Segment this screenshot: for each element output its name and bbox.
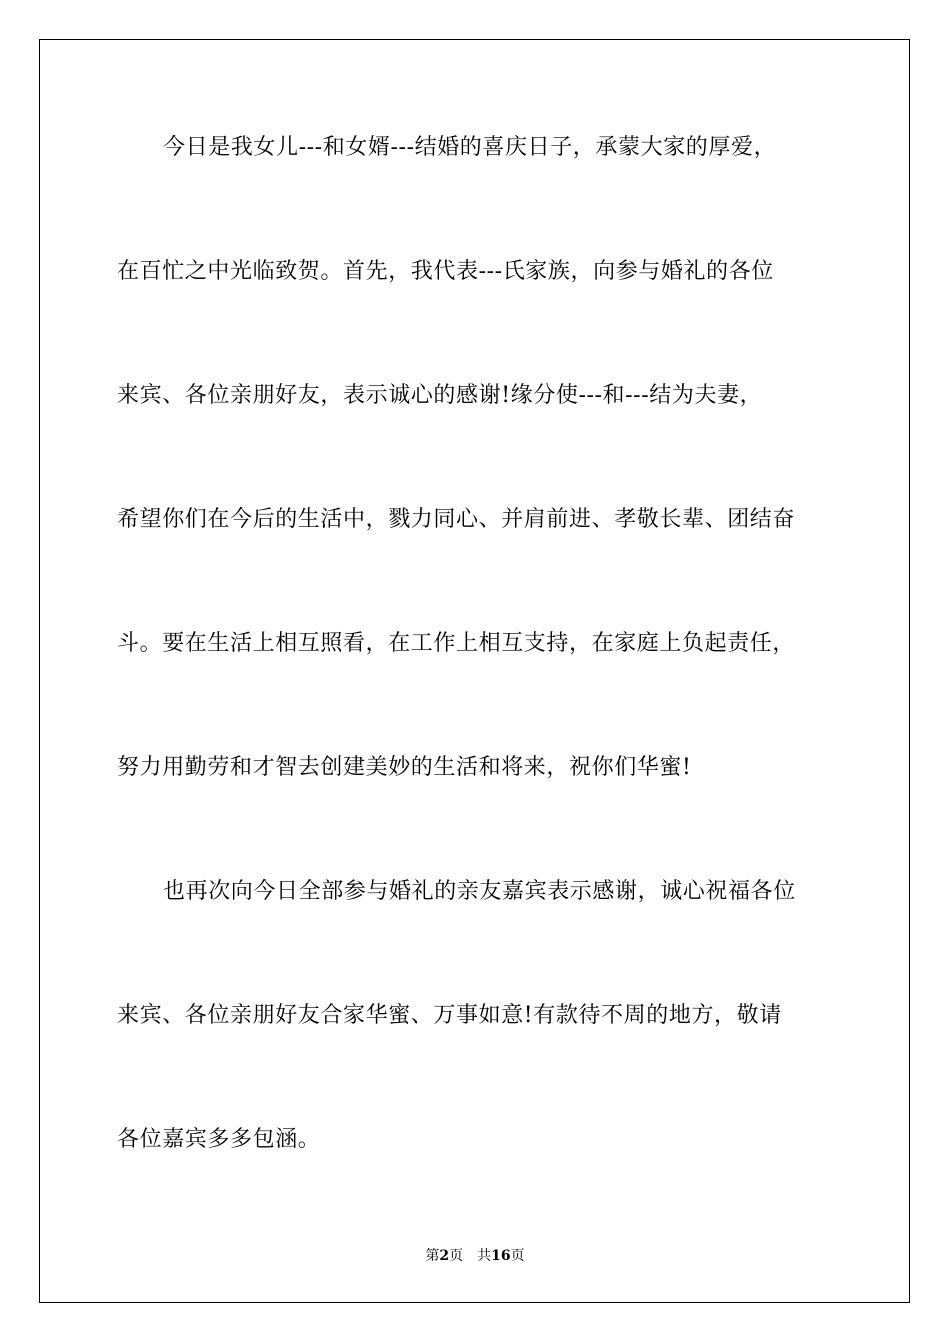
page-prefix: 第: [425, 1248, 440, 1264]
paragraph-1-line-3: 来宾、各位亲朋好友，表示诚心的感谢!缘分使---和---结为夫妻，: [117, 383, 763, 408]
paragraph-2-line-2: 来宾、各位亲朋好友合家华蜜、万事如意!有款待不周的地方，敬请: [117, 1003, 782, 1028]
page-number: 2: [439, 1248, 450, 1264]
paragraph-1-line-6: 努力用勤劳和才智去创建美妙的生活和将来，祝你们华蜜!: [117, 755, 692, 780]
paragraph-1-line-5: 斗。要在生活上相互照看，在工作上相互支持，在家庭上负起责任，: [117, 631, 796, 656]
page-footer: [0, 1247, 950, 1265]
total-suffix: 页: [510, 1248, 525, 1264]
paragraph-1-line-4: 希望你们在今后的生活中，戮力同心、并肩前进、孝敬长辈、团结奋: [117, 507, 796, 532]
page-border: [39, 39, 910, 1303]
paragraph-2-line-1: 也再次向今日全部参与婚礼的亲友嘉宾表示感谢，诚心祝福各位: [163, 879, 796, 904]
paragraph-1-line-1: 今日是我女儿---和女婿---结婚的喜庆日子，承蒙大家的厚爱，: [163, 135, 777, 160]
paragraph-1-line-2: 在百忙之中光临致贺。首先，我代表---氏家族，向参与婚礼的各位: [117, 259, 774, 284]
paragraph-2-line-3: 各位嘉宾多多包涵。: [117, 1127, 321, 1152]
total-pages: 16: [491, 1248, 511, 1264]
page-suffix: 页: [449, 1248, 464, 1264]
total-prefix: 共: [477, 1248, 492, 1264]
